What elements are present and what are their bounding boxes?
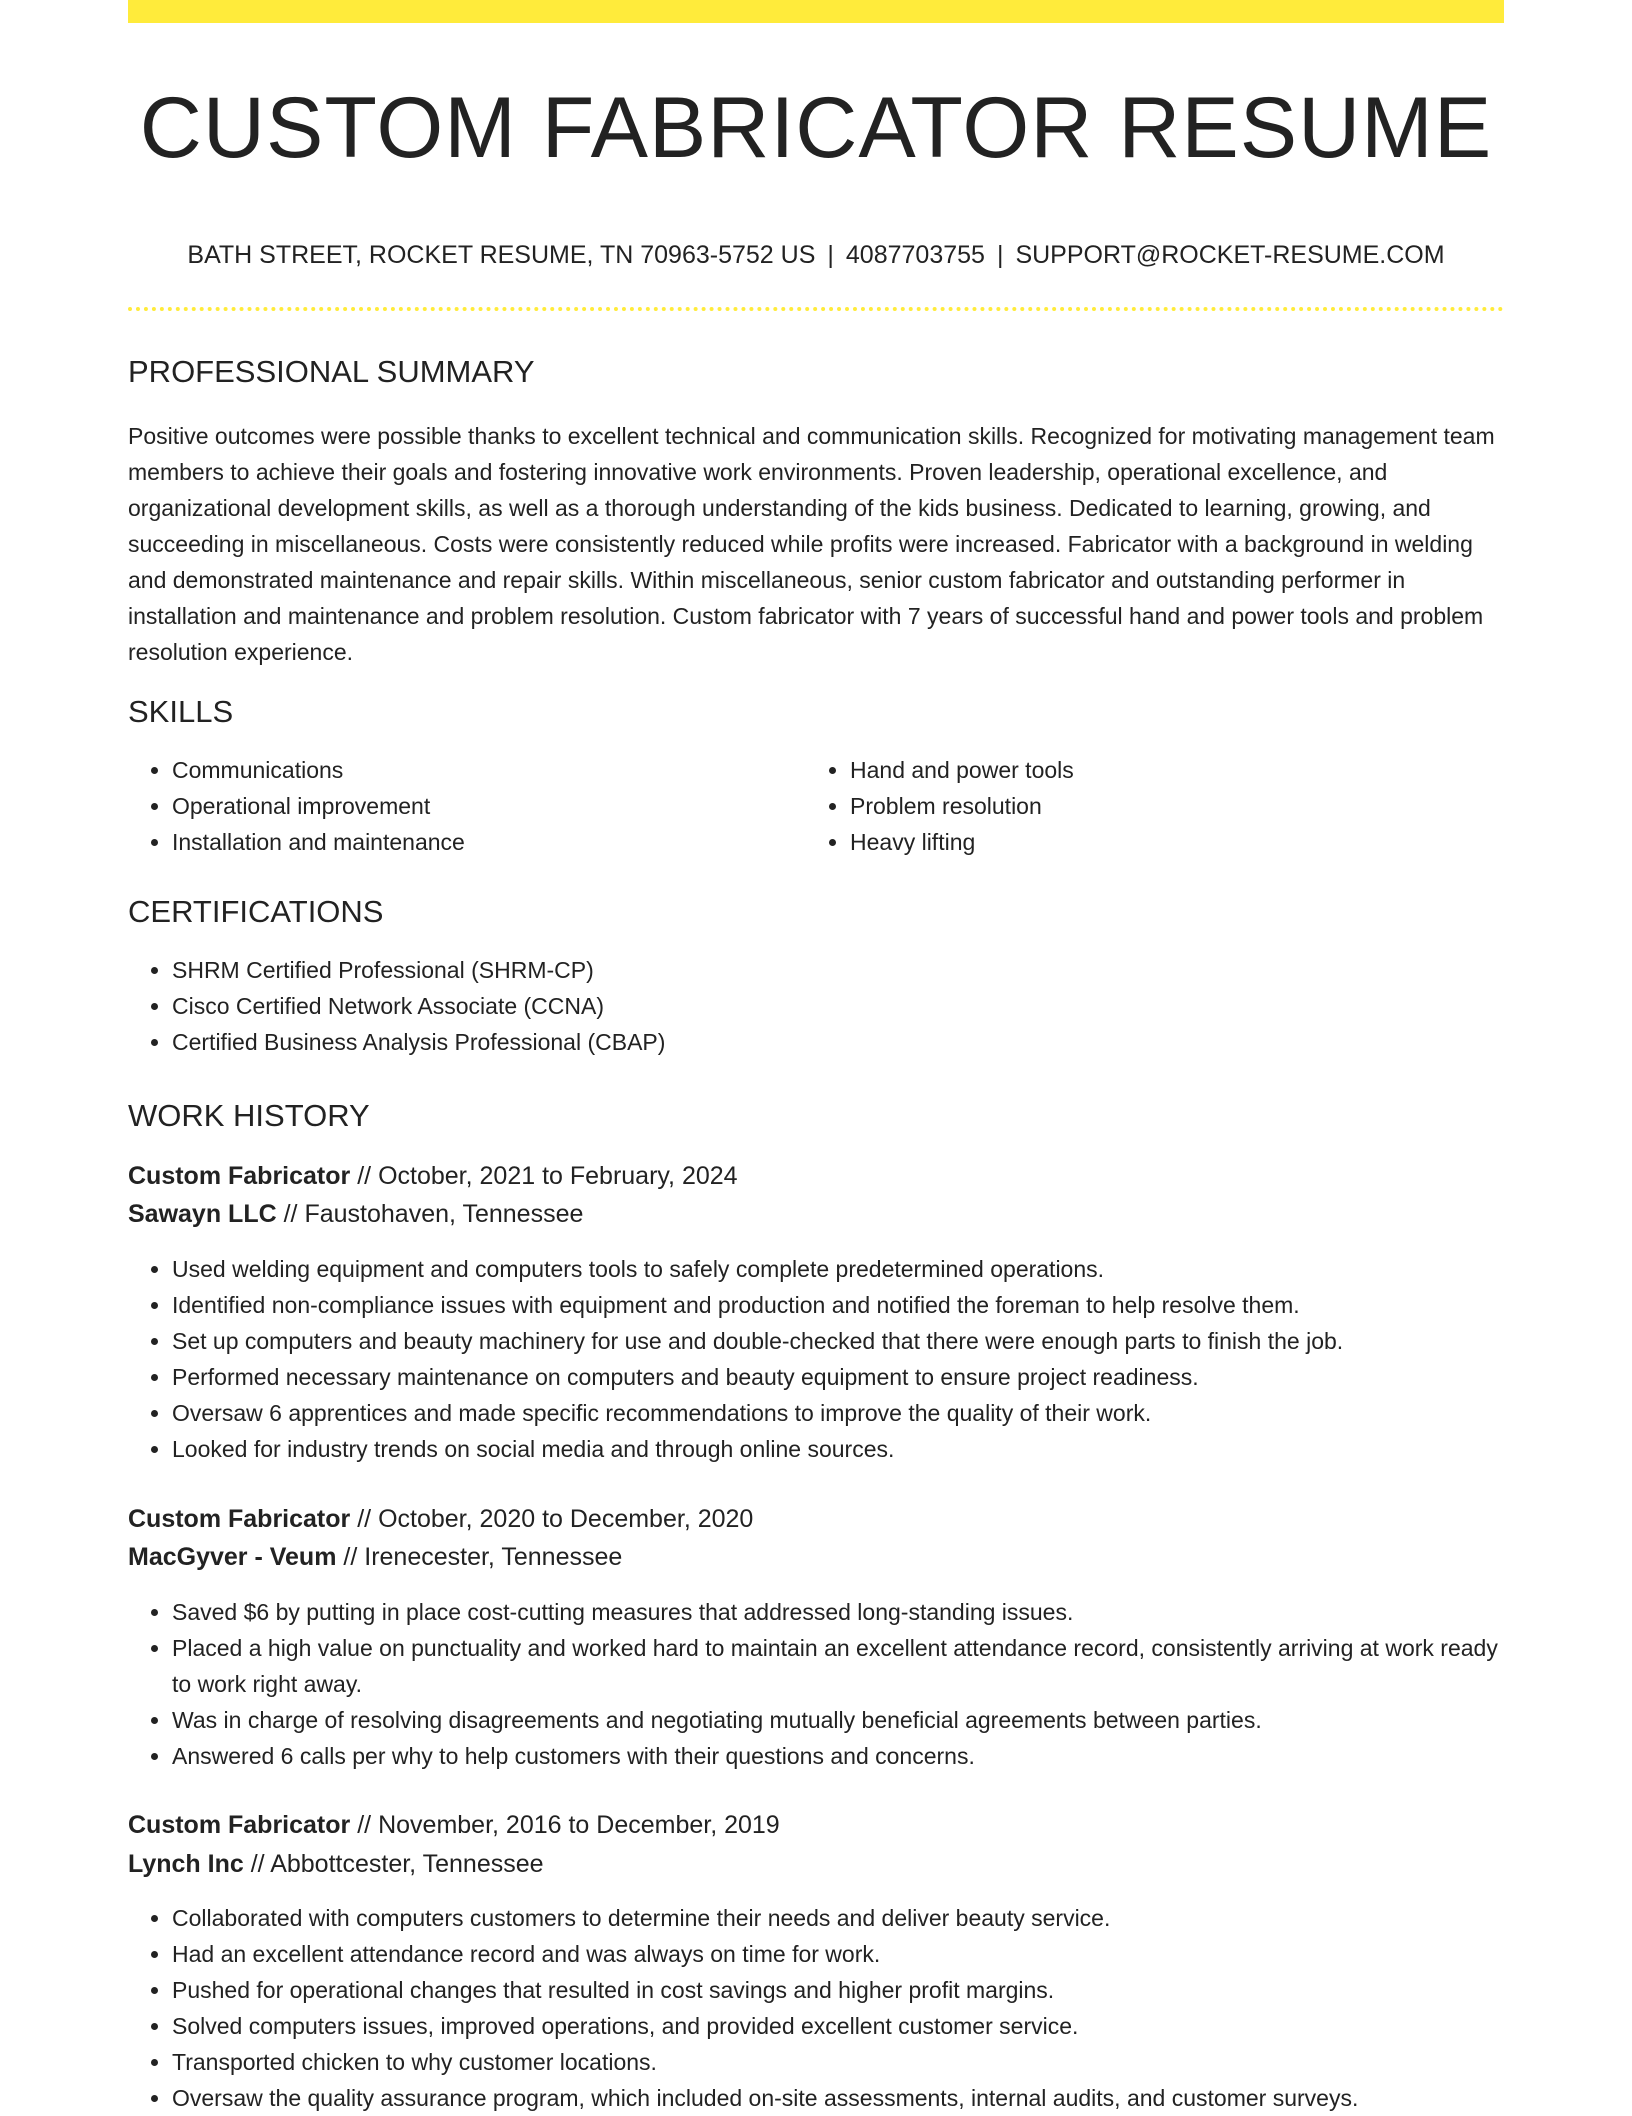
certification-item: • Cisco Certified Network Associate (CCNA): [172, 988, 1502, 1024]
contact-separator: |: [996, 241, 1004, 269]
skill-item: • Hand and power tools: [850, 752, 1490, 788]
job-bullet: • Placed a high value on punctuality and worked hard to maintain an excellent attendance record, consistently arriving at work ready to work right away.: [172, 1630, 1502, 1702]
job-company: MacGyver - Veum: [128, 1543, 337, 1571]
skill-item: • Operational improvement: [172, 788, 792, 824]
job-bullet: • Set up computers and beauty machinery for use and double-checked that there were enough parts to finish the job.: [172, 1323, 1502, 1359]
job-dates: October, 2020 to December, 2020: [378, 1505, 754, 1533]
job-bullet: • Collaborated with computers customers to determine their needs and deliver beauty service.: [172, 1900, 1502, 1936]
resume-page: [128, 0, 1504, 2112]
job-company-line: [128, 1195, 583, 1233]
contact-separator: |: [827, 241, 834, 269]
skills-list-right: [806, 752, 1490, 860]
job-bullet: • Saved $6 by putting in place cost-cutting measures that addressed long-standing issues.: [172, 1594, 1502, 1630]
certification-item: • Certified Business Analysis Professional (CBAP): [172, 1024, 1502, 1060]
skill-item: • Installation and maintenance: [172, 824, 792, 860]
certifications-heading: CERTIFICATIONS: [128, 894, 384, 929]
job-date-separator: //: [357, 1162, 372, 1190]
contact-phone: 4087703755: [845, 241, 985, 269]
dotted-divider: [128, 307, 1504, 311]
job-bullets: [128, 1900, 1502, 2116]
job-company: Lynch Inc: [128, 1850, 244, 1878]
job-bullet: • Used welding equipment and computers tools to safely complete predetermined operations.: [172, 1251, 1502, 1287]
job-title: Custom Fabricator: [128, 1162, 351, 1190]
skill-item: • Heavy lifting: [850, 824, 1490, 860]
job-title-line: [128, 1500, 753, 1538]
job-bullet: • Was in charge of resolving disagreements and negotiating mutually beneficial agreements between parties.: [172, 1702, 1502, 1738]
skill-item: • Communications: [172, 752, 792, 788]
job-location: Abbottcester, Tennessee: [270, 1850, 544, 1878]
accent-top-bar: [128, 0, 1504, 23]
job-title: Custom Fabricator: [128, 1811, 351, 1839]
job-location-separator: //: [250, 1850, 265, 1878]
job-location: Faustohaven, Tennessee: [304, 1200, 584, 1228]
job-title-line: [128, 1806, 780, 1844]
job-location-separator: //: [283, 1200, 298, 1228]
job-bullet: • Pushed for operational changes that resulted in cost savings and higher profit margins.: [172, 1972, 1502, 2008]
contact-line: [128, 237, 1504, 273]
job-date-separator: //: [357, 1505, 372, 1533]
job-bullet: • Looked for industry trends on social media and through online sources.: [172, 1431, 1502, 1467]
job-company-line: [128, 1845, 544, 1883]
job-location: Irenecester, Tennessee: [364, 1543, 623, 1571]
job-bullet: • Answered 6 calls per why to help customers with their questions and concerns.: [172, 1738, 1502, 1774]
job-bullet: • Oversaw 6 apprentices and made specific recommendations to improve the quality of their work.: [172, 1395, 1502, 1431]
contact-email: SUPPORT@ROCKET-RESUME.COM: [1015, 241, 1445, 269]
job-bullet: • Identified non-compliance issues with equipment and production and notified the foreman to help resolve them.: [172, 1287, 1502, 1323]
summary-heading: PROFESSIONAL SUMMARY: [128, 354, 535, 389]
work-history-heading: WORK HISTORY: [128, 1098, 370, 1133]
job-dates: November, 2016 to December, 2019: [378, 1811, 780, 1839]
job-bullet: • Solved computers issues, improved operations, and provided excellent customer service.: [172, 2008, 1502, 2044]
job-title: Custom Fabricator: [128, 1505, 351, 1533]
job-location-separator: //: [343, 1543, 358, 1571]
skill-item: • Problem resolution: [850, 788, 1490, 824]
skills-heading: SKILLS: [128, 694, 234, 729]
resume-title: CUSTOM FABRICATOR RESUME: [139, 80, 1493, 176]
certification-item: • SHRM Certified Professional (SHRM-CP): [172, 952, 1502, 988]
job-bullet: • Transported chicken to why customer locations.: [172, 2044, 1502, 2080]
job-bullet: • Had an excellent attendance record and was always on time for work.: [172, 1936, 1502, 1972]
contact-address: BATH STREET, ROCKET RESUME, TN 70963-5752 US: [187, 241, 816, 269]
job-company-line: [128, 1538, 622, 1576]
summary-text: Positive outcomes were possible thanks to excellent technical and communication skills. Recognized for motivating management team members to achieve their goals and fostering innovative work environments. Proven leadership, operational excellence, and organizational development skills, as well as a thorough understanding of the kids business. Dedicated to learning, growing, and succeeding in miscellaneous. Costs were consistently reduced while profits were increased. Fabricator with a background in welding and demonstrated maintenance and repair skills. Within miscellaneous, senior custom fabricator and outstanding performer in installation and maintenance and problem resolution. Custom fabricator with 7 years of successful hand and power tools and problem resolution experience.: [128, 423, 1495, 665]
job-dates: October, 2021 to February, 2024: [378, 1162, 738, 1190]
certifications-list: [128, 952, 1502, 1060]
job-company: Sawayn LLC: [128, 1200, 277, 1228]
job-title-line: [128, 1157, 738, 1195]
job-bullets: [128, 1594, 1502, 1774]
job-date-separator: //: [357, 1811, 372, 1839]
job-bullets: [128, 1251, 1502, 1467]
job-bullet: • Oversaw the quality assurance program, which included on-site assessments, internal audits, and customer surveys.: [172, 2080, 1502, 2116]
skills-list-left: [128, 752, 792, 860]
job-bullet: • Performed necessary maintenance on computers and beauty equipment to ensure project readiness.: [172, 1359, 1502, 1395]
